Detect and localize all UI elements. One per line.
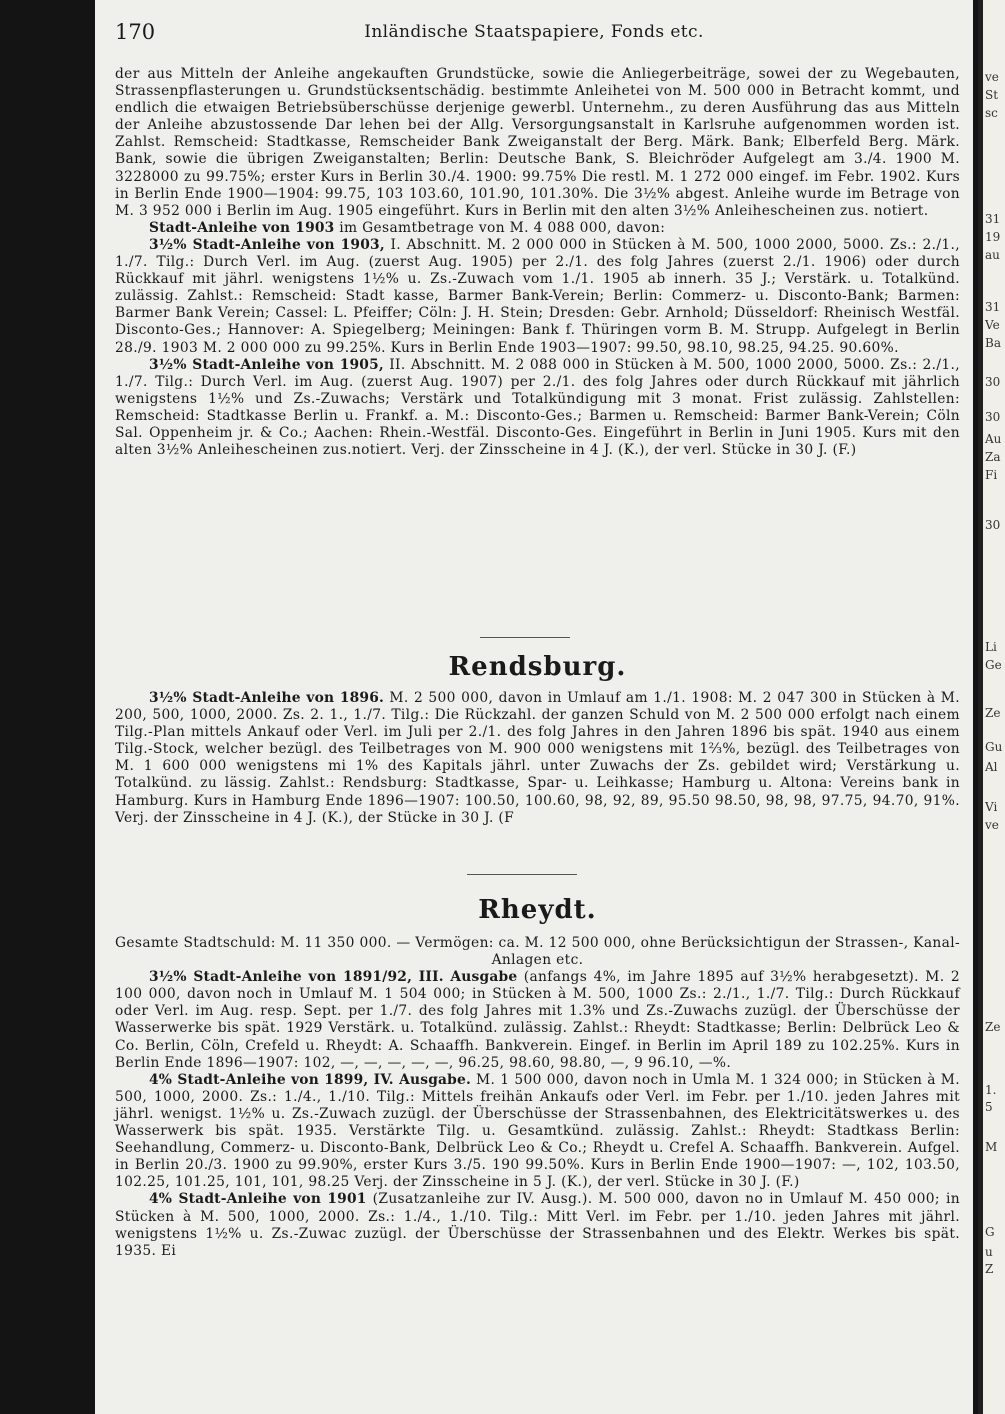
paragraph-rheydt-debt-summary: Gesamte Stadtschuld: M. 11 350 000. — Vermögen: ca. M. 12 500 000, ohne Berücksichtigun der Strassen-, Kanal-Anlagen etc. (115, 935, 960, 969)
edge-fragment: 5 (985, 1100, 993, 1114)
rheydt-loan-1899-text: M. 1 500 000, davon noch in Umla M. 1 324 000; in Stücken à M. 500, 1000, 2000. Zs.: 1./4., 1./10. Tilg.: Mittels freihän Ankaufs oder Verl. im Febr. per 1./10. jeden Jahres mit jährl. wenigst. 1½% u. Zs.-Zuwach zuzügl. der Überschüsse der Strassenbahnen, des Elektricitätswerkes u. des Wasserwerk bis spät. 1935. Verstärkte Tilg. u. Gesamtkünd. zulässig. Zahlst.: Rheydt: Stadtkass Berlin: Seehandlung, Commerz- u. Disconto-Bank, Delbrück Leo & Co.; Rheydt u. Crefel A. Schaaffh. Bankverein. Aufgel. in Berlin 20./3. 1900 zu 99.90%, erster Kurs 3./5. 190 99.50%. Kurs in Berlin Ende 1900—1907: —, 102, 103.50, 102.25, 101.25, 101, 101, 98.25 Verj. der Zinsscheine in 5 J. (K.), der verl. Stücke in 30 J. (F.) (115, 1071, 960, 1191)
section-divider (480, 637, 570, 638)
loan-1903-title: Stadt-Anleihe von 1903 (149, 219, 335, 236)
paragraph-rheydt-loan-1899 (115, 1072, 960, 1192)
edge-fragment: ve (985, 70, 999, 84)
edge-fragment: Za (985, 450, 1001, 464)
edge-fragment: Ba (985, 336, 1001, 350)
adjacent-page-edge (978, 0, 1005, 1414)
edge-fragment: Vi (985, 800, 998, 814)
edge-fragment: ve (985, 818, 999, 832)
edge-fragment: M (985, 1140, 998, 1154)
abschnitt-1-text: I. Abschnitt. M. 2 000 000 in Stücken à M. 500, 1000 2000, 5000. Zs.: 2./1., 1./7. Tilg.: Durch Verl. im Aug. (zuerst Aug. 1905) per 2./1. des folg Jahres (zuerst 2./1. 1906) oder durch Rückkauf mit jährl. wenigstens 1½% u. Zs.-Zuwach vom 1./1. 1905 ab innerh. 35 J.; Verstärk. u. Totalkünd. zulässig. Zahlst.: Remscheid: Stadt kasse, Barmer Bank-Verein; Berlin: Commerz- u. Disconto-Bank; Barmen: Barmer Bank Verein; Cassel: L. Pfeiffer; Cöln: J. H. Stein; Dresden: Gebr. Arnhold; Düsseldorf: Rheinisch Westfäl. Disconto-Ges.; Hannover: A. Spiegelberg; Meiningen: Bank f. Thüringen vorm B. M. Strupp. Aufgelegt in Berlin 28./9. 1903 M. 2 000 000 zu 99.25%. Kurs in Berlin Ende 1903—1907: 99.50, 98.10, 98.25, 94.25. 90.60%. (115, 236, 960, 356)
rheydt-loan-1901-text: (Zusatzanleihe zur IV. Ausg.). M. 500 000, davon no in Umlauf M. 450 000; in Stücken à M. 500, 1000, 2000. Zs.: 1./4., 1./10. Tilg.: Mitt Verl. im Febr. per 1./10. jeden Jahres mit jährl. wenigstens 1½% u. Zs.-Zuwac zuzügl. der Überschüsse der Strassenbahnen und des Elektr. Werkes bis spät. 1935. Ei (115, 1191, 960, 1259)
paragraph-rendsburg-loan-1896 (115, 690, 960, 827)
edge-fragment: G (985, 1225, 995, 1239)
document-page (95, 0, 973, 1414)
rheydt-loan-1891-title: 3½% Stadt-Anleihe von 1891/92, III. Ausgabe (149, 969, 518, 986)
abschnitt-2-title: 3½% Stadt-Anleihe von 1905, (149, 356, 384, 373)
running-head-title: Inländische Staatspapiere, Fonds etc. (364, 22, 704, 42)
loan-1903-text: im Gesamtbetrage von M. 4 088 000, davon: (334, 219, 666, 236)
edge-fragment: 30 (985, 518, 1001, 532)
edge-fragment: Al (985, 760, 998, 774)
section-remscheid-continued (115, 66, 960, 459)
rheydt-loan-1891-text: (anfangs 4%, im Jahre 1895 auf 3½% herabgesetzt). M. 2 100 000, davon noch in Umlauf M. 1 504 000; in Stücken à M. 500, 1000 Zs.: 2./1., 1./7. Tilg.: Durch Rückkauf oder Verl. im Aug. resp. Sept. per 1./7. des folg Jahres mit 1.3% und Zs.-Zuwachs zuzügl. der Überschüsse der Wasserwerke bis spät. 1929 Verstärk. u. Totalkünd. zulässig. Zahlst.: Rheydt: Stadtkasse; Berlin: Delbrück Leo & Co. Berlin, Cöln, Crefeld u. Rheydt: A. Schaaffh. Bankverein. Eingef. in Berlin im April 189 zu 102.25%. Kurs in Berlin Ende 1896—1907: 102, —, —, —, —, —, 96.25, 98.60, 98.80, —, 9 96.10, —%. (115, 969, 960, 1071)
rendsburg-loan-title: 3½% Stadt-Anleihe von 1896. (149, 690, 385, 706)
paragraph-rheydt-loan-1891 (115, 969, 960, 1072)
edge-fragment: 19 (985, 230, 1001, 244)
page-number: 170 (115, 20, 156, 44)
edge-fragment: u (985, 1245, 993, 1259)
edge-fragment: Ge (985, 658, 1002, 672)
rheydt-loan-1901-title: 4% Stadt-Anleihe von 1901 (149, 1191, 367, 1208)
edge-fragment: Ve (985, 318, 1000, 332)
running-head (115, 20, 953, 48)
section-rheydt (115, 935, 960, 1260)
edge-fragment: St (985, 88, 999, 102)
edge-fragment: 1. (985, 1083, 997, 1097)
heading-rheydt: Rheydt. (478, 895, 597, 925)
paragraph-rheydt-loan-1901 (115, 1191, 960, 1259)
edge-fragment: Fi (985, 468, 998, 482)
abschnitt-1-title: 3½% Stadt-Anleihe von 1903, (149, 236, 385, 253)
edge-fragment: Gu (985, 740, 1003, 754)
edge-fragment: Au (985, 432, 1002, 446)
edge-fragment: Ze (985, 706, 1001, 720)
edge-fragment: Z (985, 1262, 994, 1276)
section-divider (467, 874, 577, 875)
paragraph-loan-1905-abschnitt-2 (115, 357, 960, 460)
heading-rendsburg: Rendsburg. (448, 652, 627, 682)
paragraph-remscheid-continuation: der aus Mitteln der Anleihe angekauften Grundstücke, sowie die Anliegerbeiträge, sowei der zu Wegebauten, Strassenpflasterungen u. Grundstücksentschädig. bestimmte Anleihetei von M. 500 000 in Betracht kommt, und endlich die etwaigen Betriebsüberschüsse derjenige gewerbl. Unternehm., zu deren Ausführung das aus Mitteln der Anleihe abzustossende Dar lehen bei der Allg. Versorgungsanstalt in Karlsruhe aufgenommen worden ist. Zahlst. Remscheid: Stadtkasse, Remscheider Bank Zweiganstalt der Berg. Märk. Bank; Elberfeld Berg. Märk. Bank, sowie die übrigen Zweiganstalten; Berlin: Deutsche Bank, S. Bleichröder Aufgelegt am 3./4. 1900 M. 3228000 zu 99.75%; erster Kurs in Berlin 30./4. 1900: 99.75% Die restl. M. 1 272 000 eingef. im Febr. 1902. Kurs in Berlin Ende 1900—1904: 99.75, 103 103.60, 101.90, 101.30%. Die 3½% abgest. Anleihe wurde im Betrage von M. 3 952 000 i Berlin im Aug. 1905 eingeführt. Kurs in Berlin mit den alten 3½% Anleihescheinen zus. notiert. (115, 66, 960, 219)
edge-fragment: 31 (985, 300, 1001, 314)
rendsburg-loan-text: M. 2 500 000, davon in Umlauf am 1./1. 1908: M. 2 047 300 in Stücken à M. 200, 500, 1000, 2000. Zs. 2. 1., 1./7. Tilg.: Die Rückzahl. der ganzen Schuld von M. 2 500 000 erfolgt nach einem Tilg.-Plan mittels Ankauf oder Verl. im Juli per 2./1. des folg Jahres in den Jahren 1896 bis spät. 1940 aus einem Tilg.-Stock, welcher bezügl. des Teilbetrages von M. 900 000 wenigstens mit 1⅔%, bezügl. des Teilbetrages von M. 1 600 000 wenigstens mi 1% des Kapitals jährl. unter Zuwachs der Zs. gebildet wird; Verstärkung u. Totalkünd. zu lässig. Zahlst.: Rendsburg: Stadtkasse, Spar- u. Leihkasse; Hamburg u. Altona: Vereins bank in Hamburg. Kurs in Hamburg Ende 1896—1907: 100.50, 100.60, 98, 92, 89, 95.50 98.50, 98, 98, 97.75, 94.70, 91%. Verj. der Zinsscheine in 4 J. (K.), der Stücke in 30 J. (F (115, 690, 960, 826)
edge-fragment: Ze (985, 1020, 1001, 1034)
rheydt-loan-1899-title: 4% Stadt-Anleihe von 1899, IV. Ausgabe. (149, 1071, 472, 1088)
abschnitt-2-text: II. Abschnitt. M. 2 088 000 in Stücken à M. 500, 1000 2000, 5000. Zs.: 2./1., 1./7. Tilg.: Durch Verl. im Aug. (zuerst Aug. 1907) per 2./1. des folg Jahres oder durch Rückkauf mit jährlich wenigstens 1½% und Zs.-Zuwachs; Verstärk und Totalkündigung mit 3 monat. Frist zulässig. Zahlstellen: Remscheid: Stadtkasse Berlin u. Frankf. a. M.: Disconto-Ges.; Barmen u. Remscheid: Barmer Bank-Verein; Cöln Sal. Oppenheim jr. & Co.; Aachen: Rhein.-Westfäl. Disconto-Ges. Eingeführt in Berlin in Juni 1905. Kurs mit den alten 3½% Anleihescheinen zus.notiert. Verj. der Zinsscheine in 4 J. (K.), der verl. Stücke in 30 J. (F.) (115, 356, 961, 459)
edge-fragment: 31 (985, 212, 1001, 226)
paragraph-loan-1903 (115, 220, 960, 237)
section-rendsburg (115, 690, 960, 827)
edge-fragment: au (985, 248, 1000, 262)
paragraph-loan-1903-abschnitt-1 (115, 237, 960, 357)
edge-fragment: 30 (985, 410, 1001, 424)
edge-fragment: sc (985, 106, 998, 120)
edge-fragment: Li (985, 640, 997, 654)
edge-fragment: 30 (985, 375, 1001, 389)
